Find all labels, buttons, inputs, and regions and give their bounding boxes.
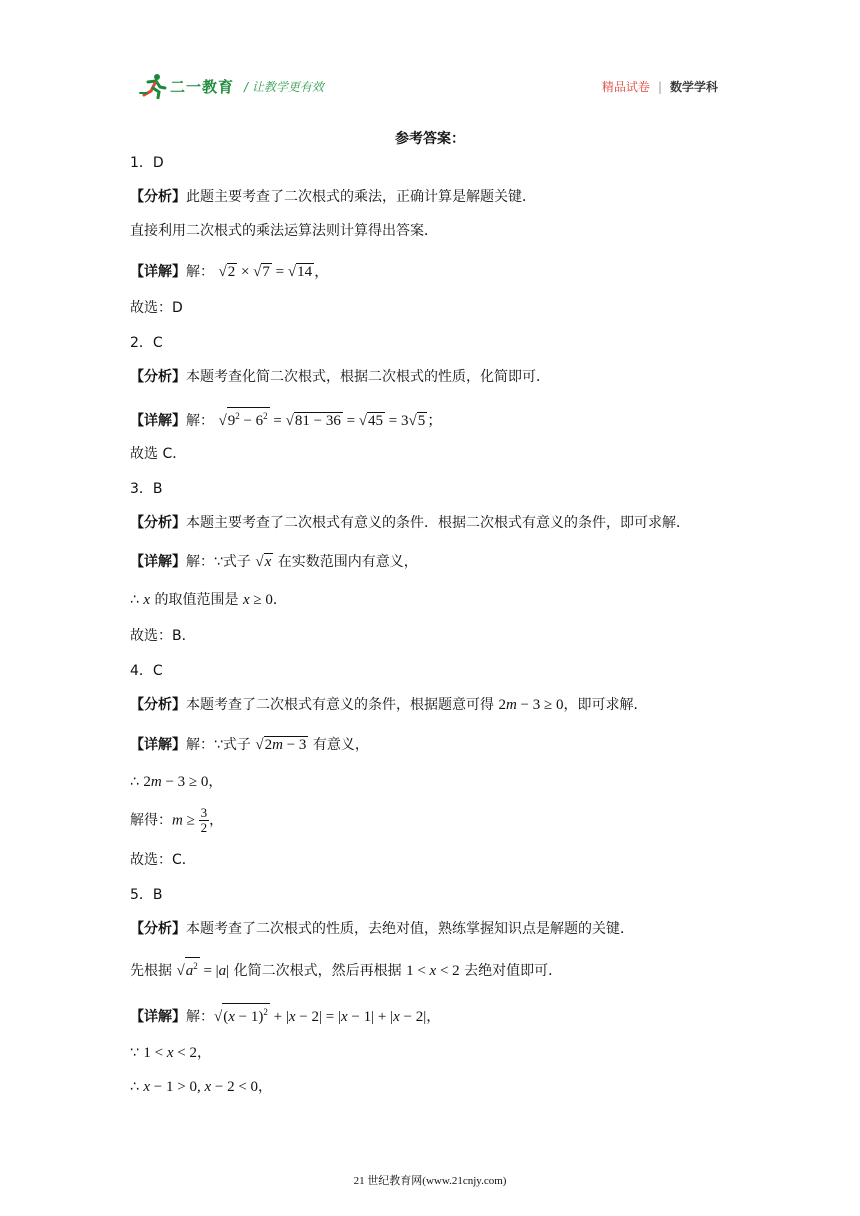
q3-analysis: 【分析】本题主要考查了二次根式有意义的条件．根据二次根式有意义的条件，即可求解． (130, 515, 690, 531)
q4-answer: 4．C (130, 663, 163, 679)
q5-method: 先根据 $√a^2 = |a|$ 化简二次根式，然后再根据 1 < x < 2 去绝对值即可． (130, 957, 562, 981)
tag-premium: 精品试卷 (601, 80, 650, 94)
q5-detail: 【详解】解：$√(x - 1)^2 + |x - 2| = |x - 1| + |x - 2|$， (130, 1003, 440, 1027)
q3-choice: 故选：B． (130, 628, 196, 644)
q4-step2: 解得：m ≥ $\frac{3}{2}$ ， (130, 805, 224, 835)
slogan: / 让教学更有效 (244, 79, 324, 94)
page-title: 参考答案： (395, 131, 465, 147)
q3-conclusion: ∴ x 的取值范围是 x ≥ 0． (130, 592, 287, 608)
q1-analysis: 【分析】此题主要考查了二次根式的乘法，正确计算是解题关键． (130, 189, 536, 205)
q4-detail: 【详解】解：∵式子 √2m − 3 有意义， (130, 737, 369, 753)
q1-expression: √2 × √7 = √14 ， (218, 264, 330, 280)
header-tags: 精品试卷 | 数学学科 (601, 80, 718, 94)
q5-analysis: 【分析】本题考查了二次根式的性质，去绝对值，熟练掌握知识点是解题的关键． (130, 921, 634, 937)
q1-choice: 故选：D (130, 300, 183, 316)
logo-text: 二一教育 (170, 77, 235, 96)
q1-answer: 1．D (130, 155, 164, 171)
q3-detail: 【详解】解：∵式子 √x 在实数范围内有意义， (130, 554, 418, 570)
q5-answer: 5．B (130, 887, 163, 903)
q4-choice: 故选：C． (130, 852, 196, 868)
brand-logo (138, 72, 324, 100)
q5-step2: ∴ x − 1 > 0, x − 2 < 0， (130, 1079, 273, 1095)
q2-expression: $√9^2 - 6^2 = √81 - 36 = √45 = 3√5$ ； (218, 413, 442, 429)
q1-detail: 【详解】解： √2 × √7 = √14 ， (130, 264, 330, 280)
q1-method: 直接利用二次根式的乘法运算法则计算得出答案． (130, 223, 438, 239)
q4-analysis: 【分析】本题考查了二次根式有意义的条件，根据题意可得 2m − 3 ≥ 0，即可求解． (130, 697, 648, 713)
page-footer: 21 世纪教育网(www.21cnjy.com) (353, 1175, 507, 1187)
q2-analysis: 【分析】本题考查化简二次根式，根据二次根式的性质，化简即可． (130, 369, 550, 385)
q2-choice: 故选 C． (130, 446, 187, 462)
runner-logo-icon (138, 73, 168, 99)
tag-subject: 数学学科 (669, 80, 718, 94)
q2-answer: 2．C (130, 335, 163, 351)
q4-step1: ∴ 2m − 3 ≥ 0， (130, 774, 223, 790)
page-header (138, 72, 718, 100)
q5-step1: ∵ 1 < x < 2， (130, 1045, 211, 1061)
q3-answer: 3．B (130, 481, 163, 497)
q2-detail: 【详解】解： $√9^2 - 6^2 = √81 - 36 = √45 = 3√5$ ； (130, 407, 442, 431)
